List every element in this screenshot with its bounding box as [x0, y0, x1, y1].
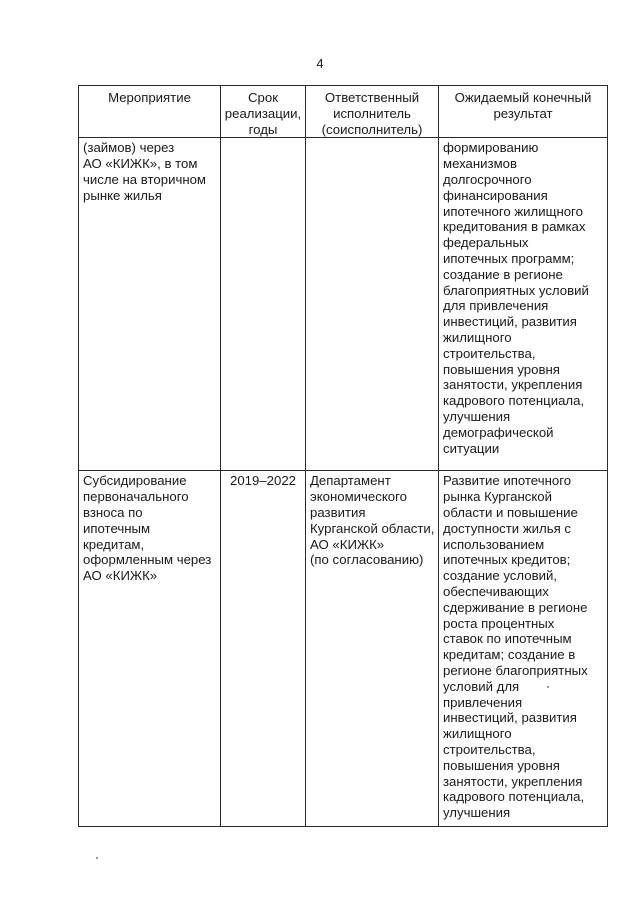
- text-line: занятости, укрепления: [443, 377, 583, 393]
- text-line: экономического: [310, 489, 407, 505]
- text-line: ставок по ипотечным: [443, 631, 572, 647]
- cell-result: [439, 138, 608, 471]
- text-line: ипотечным: [83, 520, 151, 536]
- header-period: [221, 86, 306, 138]
- text-line: результат: [493, 105, 553, 121]
- text-line: повышения уровня: [443, 361, 560, 377]
- text-line: Срок: [248, 90, 278, 105]
- executor-text: [306, 138, 438, 140]
- text-line: создание в регионе: [443, 266, 563, 282]
- text-line: жилищного: [443, 329, 512, 345]
- text-line: повышения уровня: [443, 757, 560, 773]
- cell-action: [79, 138, 221, 471]
- header-result-text: [439, 86, 607, 122]
- text-line: Ожидаемый конечный: [454, 90, 592, 105]
- text-line: федеральных: [443, 235, 529, 251]
- text-line: роста процентных: [443, 615, 555, 631]
- text-line: (соисполнитель): [321, 121, 423, 137]
- text-line: строительства,: [443, 345, 536, 361]
- text-line: АО «КИЖК», в том: [83, 156, 198, 172]
- result-text: [439, 138, 607, 456]
- text-line: создание условий,: [443, 568, 557, 584]
- text-line: обеспечивающих: [443, 583, 549, 599]
- text-line: кадрового потенциала,: [443, 393, 585, 409]
- text-line: инвестиций, развития: [443, 710, 577, 726]
- text-line: для привлечения: [443, 298, 549, 314]
- text-line: финансирования: [443, 187, 548, 203]
- text-line: исполнитель: [333, 105, 411, 121]
- scan-speck: [547, 686, 549, 688]
- header-action-text: [79, 86, 220, 106]
- text-line: Курганской области,: [310, 520, 435, 536]
- text-line: ситуации: [443, 440, 500, 456]
- text-line: улучшения: [443, 408, 511, 424]
- table-header-row: [79, 86, 608, 138]
- text-line: 2019–2022: [229, 473, 296, 489]
- text-line: благоприятных условий: [443, 282, 589, 298]
- text-line: механизмов: [443, 156, 517, 172]
- text-line: области и повышение: [443, 504, 578, 520]
- action-text: [79, 471, 220, 584]
- executor-text: [306, 471, 438, 568]
- action-text: [79, 138, 220, 203]
- text-line: демографической: [443, 424, 554, 440]
- cell-period: [221, 138, 306, 471]
- header-executor: [306, 86, 439, 138]
- table-row: [79, 471, 608, 827]
- text-line: первоначального: [83, 489, 189, 505]
- page-number: 4: [316, 56, 324, 71]
- cell-executor: [306, 138, 439, 471]
- cell-action: [79, 471, 221, 827]
- text-line: занятости, укрепления: [443, 773, 583, 789]
- text-line: сдерживание в регионе: [443, 599, 588, 615]
- text-line: строительства,: [443, 741, 536, 757]
- text-line: реализации,: [224, 105, 302, 121]
- text-line: инвестиций, развития: [443, 314, 577, 330]
- period-text: [221, 471, 305, 489]
- cell-period: [221, 471, 306, 827]
- text-line: Развитие ипотечного: [443, 473, 572, 489]
- text-line: кадрового потенциала,: [443, 789, 585, 805]
- text-line: (по согласованию): [310, 552, 424, 568]
- text-line: Ответственный: [324, 90, 420, 105]
- scan-speck: [96, 857, 98, 859]
- text-line: Департамент: [310, 473, 391, 489]
- text-line: привлечения: [443, 694, 523, 710]
- text-line: числе на вторичном: [83, 171, 207, 187]
- text-line: использованием: [443, 536, 545, 552]
- text-line: рынке жилья: [83, 187, 162, 203]
- period-text: [221, 138, 305, 140]
- measures-table: [78, 85, 608, 827]
- text-line: (займов) через: [83, 140, 175, 156]
- text-line: взноса по: [83, 504, 143, 520]
- text-line: Субсидирование: [83, 473, 187, 489]
- text-line: регионе благоприятных: [443, 662, 588, 678]
- cell-executor: [306, 471, 439, 827]
- text-line: кредитам,: [83, 536, 145, 552]
- text-line: ипотечных кредитов;: [443, 552, 571, 568]
- text-line: оформленным через: [83, 552, 212, 568]
- text-line: улучшения: [443, 805, 511, 821]
- header-executor-text: [306, 86, 438, 137]
- header-action: [79, 86, 221, 138]
- text-line: жилищного: [443, 726, 512, 742]
- text-line: ипотечного жилищного: [443, 203, 583, 219]
- header-period-text: [221, 86, 305, 137]
- text-line: ипотечных программ;: [443, 250, 575, 266]
- table-row: [79, 138, 608, 471]
- text-line: кредитования в рамках: [443, 219, 586, 235]
- text-line: формированию: [443, 140, 539, 156]
- text-line: доступности жилья с: [443, 520, 571, 536]
- text-line: АО «КИЖК»: [83, 568, 158, 584]
- header-result: [439, 86, 608, 138]
- text-line: кредитам; создание в: [443, 647, 576, 663]
- cell-result: [439, 471, 608, 827]
- text-line: рынка Курганской: [443, 489, 552, 505]
- text-line: развития: [310, 504, 366, 520]
- text-line: годы: [248, 121, 278, 137]
- text-line: Мероприятие: [108, 90, 191, 105]
- result-text: [439, 471, 607, 821]
- text-line: долгосрочного: [443, 171, 532, 187]
- text-line: АО «КИЖК»: [310, 536, 385, 552]
- text-line: условий для: [443, 678, 520, 694]
